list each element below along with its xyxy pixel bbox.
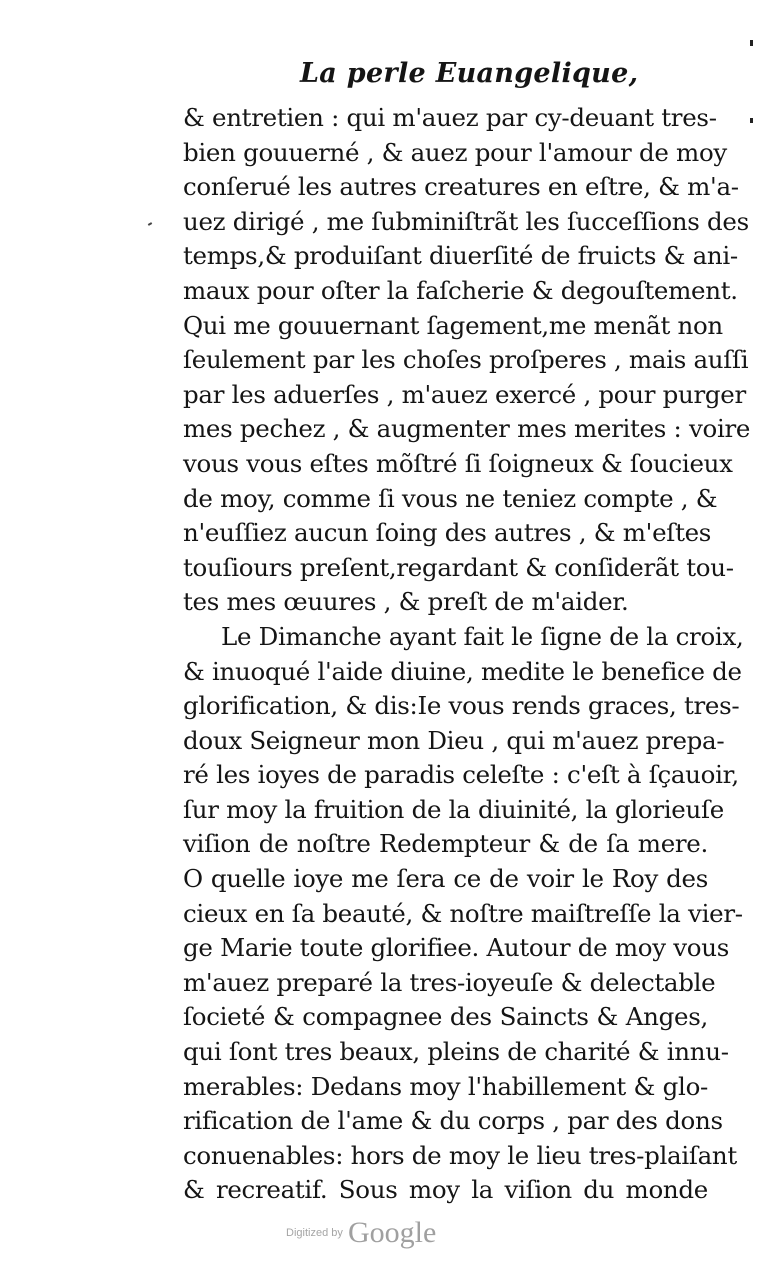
text-line: glorification, & dis:Ie vous rends graces, tres- (183, 691, 740, 721)
text-line: ſur moy la fruition de la diuinité, la glorieuſe (183, 794, 724, 824)
text-line: bien gouuerné , & auez pour l'amour de moy (183, 137, 727, 167)
text-line: ſocieté & compagnee des Saincts & Anges, (183, 1002, 708, 1032)
text-line: ge Marie toute glorifiee. Autour de moy vous (183, 933, 729, 963)
edge-mark-top (750, 40, 753, 46)
text-line: touſiours preſent,regardant & conſiderãt tou- (183, 552, 734, 582)
text-line: doux Seigneur mon Dieu , qui m'auez prepa- (183, 725, 725, 755)
text-line: temps,& produiſant diuerſité de fruicts & ani- (183, 241, 738, 271)
text-line: qui ſont tres beaux, pleins de charité & innu- (183, 1037, 729, 1067)
text-line: m'auez preparé la tres-ioyeuſe & delectable (183, 967, 716, 997)
text-line: par les aduerſes , m'auez exercé , pour purger (183, 379, 746, 409)
text-line: maux pour oſter la faſcherie & degouſtement. (183, 275, 738, 305)
text-line: ſeulement par les choſes proſperes , mais auſſi (183, 345, 749, 375)
digitized-watermark (286, 1216, 436, 1250)
text-line: conſerué les autres creatures en eſtre, & m'a- (183, 172, 739, 202)
text-line: de moy, comme ſi vous ne teniez compte , & (183, 483, 718, 513)
text-line: cieux en ſa beauté, & noſtre maiſtreſſe la vier- (183, 898, 743, 928)
text-line: Qui me gouuernant ſagement,me menãt non (183, 310, 723, 340)
digitized-prefix: Digitized by (286, 1227, 343, 1239)
text-line: conuenables: hors de moy le lieu tres-plaiſant (183, 1140, 737, 1170)
google-logo: Google (347, 1216, 437, 1249)
text-line: mes pechez , & augmenter mes merites : voire (183, 414, 751, 444)
text-line: & inuoqué l'aide diuine, medite le benefice de (183, 656, 742, 686)
text-line: merables: Dedans moy l'habillement & glo- (183, 1071, 708, 1101)
text-line: & recreatif. Sous moy la viſion du monde (183, 1175, 708, 1205)
text-line: n'euſſiez aucun ſoing des autres , & m'eſtes (183, 518, 712, 548)
text-line: viſion de noſtre Redempteur & de ſa mere. (183, 829, 708, 859)
running-head: La perle Euangelique, (300, 58, 639, 89)
text-line: & entretien : qui m'auez par cy-deuant tres- (183, 103, 717, 132)
text-line: O quelle ioye me ſera ce de voir le Roy des (183, 864, 708, 894)
body-text (183, 101, 751, 1208)
edge-mark-middle (750, 118, 753, 123)
text-line: vous vous eſtes mõſtré ſi ſoigneux & ſoucieux (183, 448, 733, 478)
text-line: uez dirigé , me ſubminiſtrãt les ſucceſſions des (183, 206, 749, 236)
text-line-paragraph-start: Le Dimanche ayant fait le ſigne de la croix, (221, 621, 744, 651)
text-line: tes mes œuures , & preſt de m'aider. (183, 587, 629, 617)
margin-mark (148, 222, 152, 226)
text-line: ré les ioyes de paradis celeſte : c'eſt à ſçauoir, (183, 760, 739, 790)
text-line: rification de l'ame & du corps , par des dons (183, 1106, 723, 1136)
